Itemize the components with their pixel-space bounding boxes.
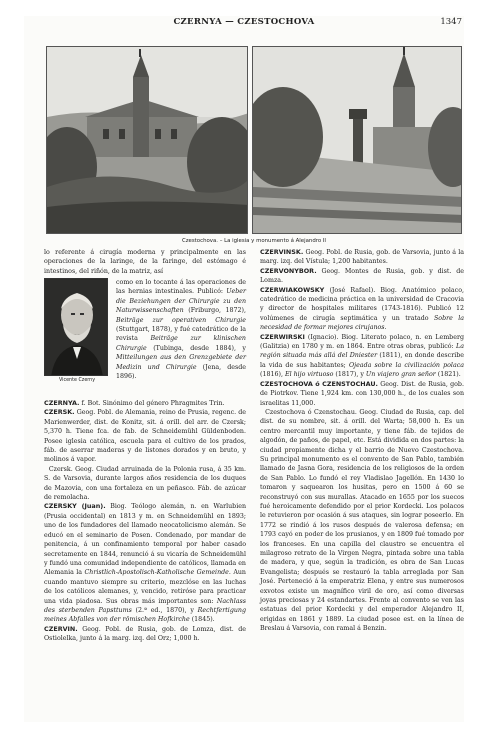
page-header — [24, 16, 464, 32]
left-column-entries — [44, 399, 246, 644]
running-title: CZERNYA — CZESTOCHOVA — [173, 17, 315, 27]
entry-czerwiakowski-head: CZERWIAKOWSKY — [260, 285, 325, 294]
photo-church-monument — [252, 46, 462, 234]
entry-czersk-2: Czersk. Geog. Ciudad arruinada de la Polonia rusa, á 35 km. S. de Varsovia, durante largos años residencia de los duques de Mazovia, con una fortaleza en un peñasco. Fáb. de azúcar de remolacha. — [44, 465, 246, 502]
entry-czervin: CZERVIN. Geog. Pobl. de Rusia, gob. de Lomza, dist. de Ostiolelka, junto á la marg. izq. del Orz; 1,000 h. — [44, 624, 246, 643]
entry-czernya-head: CZERNYA. — [44, 399, 80, 407]
czerny-wrap-text: como en lo tocante á las operaciones de las hernias intestinales. Publicó: Ueber die Beziehungen der Chirurgie zu den Naturwissenschaften (Friburgo, 1872), Beiträge zur operativen Chirurgie (Stuttgart, 1878), y fué catedrático de la revista Beiträge zur klinischen Chirurgie (Tubinga, desde 1884), y Mitteilungen aus den Grenzgebiete der Medizin und Chirurgie (Jena, desde 1896). — [116, 279, 246, 381]
entry-czerski-head: CZERSKY (Juan). — [44, 502, 106, 511]
portrait-figure — [44, 278, 110, 392]
entry-czerwinski-head: CZERWIRSKI — [260, 332, 305, 341]
entry-czestochova-city-head: Czestochova ó Czenstochau. — [265, 408, 357, 416]
intro-paragraph: lo referente á cirugía moderna y principalmente en las operaciones de la laringe, de la faringe, del estómago é intestinos, del riñón, de la matriz, así — [44, 249, 246, 275]
entry-czervin-head: CZERVIN. — [44, 624, 78, 633]
entry-czersk: CZERSK. Geog. Pobl. de Alemania, reino de Prusia, regenc. de Marienwerder, dist. de Konitz, sit. á orill. del arr. de Czersk; 5,370 h. Tiene fca. de fab. de Schneidemühl Güldenboden. Posee iglesia católica, escuela para el cultivo de los prados, fáb. de aserrar maderas y de listones dorados y en bruto, y molinos á vapor. — [44, 408, 246, 464]
photo-caption: Czestochova. – La iglesia y monumento á Alejandro II — [181, 238, 327, 244]
right-column — [260, 248, 464, 634]
document-page — [24, 16, 464, 722]
entry-czerwinski: CZERWIRSKI (Ignacio). Biog. Literato polaco, n. en Lemberg (Galitzia) en 1780 y m. en 1864. Entre otras obras, publicó: La región situada más allá del Dniester (1811), en donde describe la vida de sus habitantes; Ojeada sobre la civilización polaca (1816), El hijo virtuoso (1817), y Un viajero gran señor (1821). — [260, 332, 464, 379]
entry-czerski: CZERSKY (Juan). Biog. Teólogo alemán, n. en Warlubien (Prusia occidental) en 1813 y m. en Schneidemühl en 1893; uno de los fundadores del llamado neocatolicismo alemán. Se educó en el seminario de Posen. Condenado, por mandar de penitencia, á un confinamiento temporal por haber casado secretamente en 1844, renunció á su vicaría de Schneidemühl y fundó una comunidad independiente de católicos, llamada en Alemania la Christlich-Apostolisch-Katholische Gemeinde. Aun cuando mantuvo siempre su criterio, mezclóse en las luchas de los católicos alemanes, y, vencido, retiróse para practicar una vida piadosa. Sus obras más importantes son: Nachlass des sterbenden Papsttums (2.ª ed., 1870), y Rechtfertigung meines Abfalles von der römischen Hofkirche (1845). — [44, 502, 246, 624]
entry-czestochova-district: CZESTOCHOVA ó CZENSTOCHAU. Geog. Dist. de Rusia, gob. de Piotrkov. Tiene 1,924 km. con 130,000 h., de los cuales son israelitas 11,000. — [260, 379, 464, 407]
entry-czersk-2-head: Czersk. — [48, 465, 73, 473]
entry-czestochova-city: Czestochova ó Czenstochau. Geog. Ciudad de Rusia, cap. del dist. de su nombre, sit. á orill. del Warta; 58,000 h. Es un centro mercantil muy importante, y tiene fáb. de tejidos de algodón, de paños, de papel, etc. Está dividida en dos partes: la ciudad propiamente dicha y el barrio de Nuevo Czestochova. Su principal monumento es el convento de San Pablo, también llamado de Jasna Gora, residencia de los religiosos de la orden de San Pablo. Lo fundó el rey Vladislao Jagellón. En 1430 lo tomaron y saquearon los husitas, pero en 1500 á 60 se reconstruyó con sus murallas. Atacado en 1655 por los suecos fué heroicamente defendido por el prior Kordecki. Los polacos le retuvieron por ocasión á sus ataques, sin lograr poseerlo. En 1772 se rindió á los rusos después de valerosa defensa; en 1793 cayó en poder de los prusianos, y en 1809 fué tomado por los franceses. En una capilla del claustro se encuentra el milagroso retrato de la Virgen Negra, pintada sobre una tabla de madera, y que, según la tradición, es obra de San Lucas Evangelista; después se restauró la tabla arreglada por San José. Perteneció á la emperatriz Elena, y entre sus numerosos exvotos existe un magnífico viril de oro, así como diversas joyas preciosas y 24 estandartes. Frente al convento se ven las estatuas del prior Kordecki y del emperador Alejandro II, erigidas en 1861 y 1889. La ciudad posee est. en la línea de Breslau á Varsovia, con ramal á Benzin. — [260, 408, 464, 633]
entry-czerwiakowski: CZERWIAKOWSKY (José Rafael). Biog. Anatómico polaco, catedrático de medicina práctica en la universidad de Cracovia y director de hospitales militares (1743-1816). Publicó 12 volúmenes de cirugía septimática y un tratado Sobre la necesidad de formar mejores cirujanos. — [260, 285, 464, 332]
entry-czervinsk-head: CZERVINSK. — [260, 248, 304, 256]
entry-czervinsk: CZERVINSK. Geog. Pobl. de Rusia, gob. de Varsovia, junto á la marg. izq. del Vístula; 1,200 habitantes. — [260, 248, 464, 266]
entry-czernya: CZERNYA. f. Bot. Sinónimo del género Phragmites Trin. — [44, 399, 225, 407]
entry-czersk-head: CZERSK. — [44, 408, 75, 417]
page-number: 1347 — [440, 17, 462, 27]
left-column-intro — [44, 248, 246, 276]
entry-czestochova-district-head: CZESTOCHOVA ó CZENSTOCHAU. — [260, 379, 378, 388]
photo-town-church — [46, 46, 248, 234]
portrait-image — [44, 278, 108, 376]
entry-czervonybor-head: CZERVONYBOR. — [260, 266, 317, 275]
entry-czervonybor: CZERVONYBOR. Geog. Montes de Rusia, gob. y dist. de Lomza. — [260, 266, 464, 285]
portrait-caption: Vicente Czerny — [58, 378, 96, 383]
